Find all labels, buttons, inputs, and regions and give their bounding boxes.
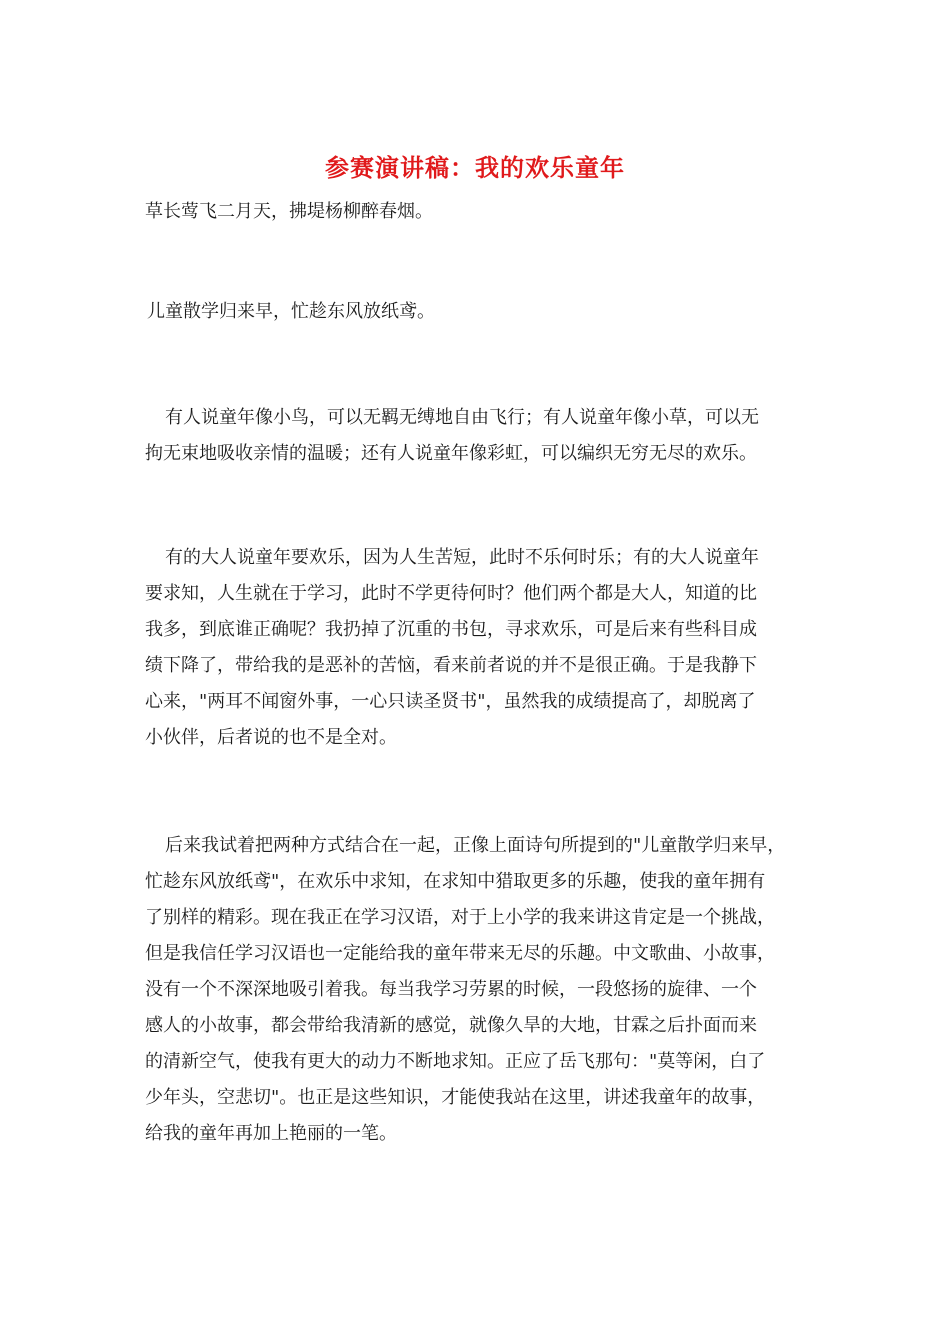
text-line: 后来我试着把两种方式结合在一起，正像上面诗句所提到的"儿童散学归来早， <box>165 835 786 856</box>
text-line: 有人说童年像小鸟，可以无羁无缚地自由飞行；有人说童年像小草，可以无 <box>165 407 759 428</box>
page-title: 参赛演讲稿：我的欢乐童年 <box>325 153 625 182</box>
text-line: 但是我信任学习汉语也一定能给我的童年带来无尽的乐趣。中文歌曲、小故事， <box>145 943 775 964</box>
text-line: 感人的小故事，都会带给我清新的感觉，就像久旱的大地，甘霖之后扑面而来 <box>145 1015 757 1036</box>
text-line: 要求知，人生就在于学习，此时不学更待何时？他们两个都是大人，知道的比 <box>145 583 757 604</box>
text-line: 少年头，空悲切"。也正是这些知识，才能使我站在这里，讲述我童年的故事， <box>145 1087 766 1108</box>
text-line: 的清新空气，使我有更大的动力不断地求知。正应了岳飞那句："莫等闲，白了 <box>145 1051 766 1072</box>
text-line: 忙趁东风放纸鸢"，在欢乐中求知，在求知中猎取更多的乐趣，使我的童年拥有 <box>145 871 766 892</box>
paragraph-3 <box>145 400 810 472</box>
text-line: 有的大人说童年要欢乐，因为人生苦短，此时不乐何时乐；有的大人说童年 <box>165 547 759 568</box>
paragraph-4 <box>145 540 810 756</box>
paragraph-5 <box>145 828 810 1152</box>
paragraph-2 <box>145 294 810 330</box>
text-line: 没有一个不深深地吸引着我。每当我学习劳累的时候，一段悠扬的旋律、一个 <box>145 979 757 1000</box>
text-line: 了别样的精彩。现在我正在学习汉语，对于上小学的我来讲这肯定是一个挑战， <box>145 907 775 928</box>
text-line: 拘无束地吸收亲情的温暖；还有人说童年像彩虹，可以编织无穷无尽的欢乐。 <box>145 443 757 464</box>
text-line: 儿童散学归来早，忙趁东风放纸鸢。 <box>147 301 435 322</box>
paragraph-1 <box>145 194 810 230</box>
text-line: 小伙伴，后者说的也不是全对。 <box>145 727 397 748</box>
text-line: 我多，到底谁正确呢？我扔掉了沉重的书包，寻求欢乐，可是后来有些科目成 <box>145 619 757 640</box>
text-line: 绩下降了，带给我的是恶补的苦恼，看来前者说的并不是很正确。于是我静下 <box>145 655 757 676</box>
text-line: 给我的童年再加上艳丽的一笔。 <box>145 1123 397 1144</box>
text-line: 草长莺飞二月天，拂堤杨柳醉春烟。 <box>145 201 433 222</box>
text-line: 心来，"两耳不闻窗外事，一心只读圣贤书"，虽然我的成绩提高了，却脱离了 <box>145 691 756 712</box>
